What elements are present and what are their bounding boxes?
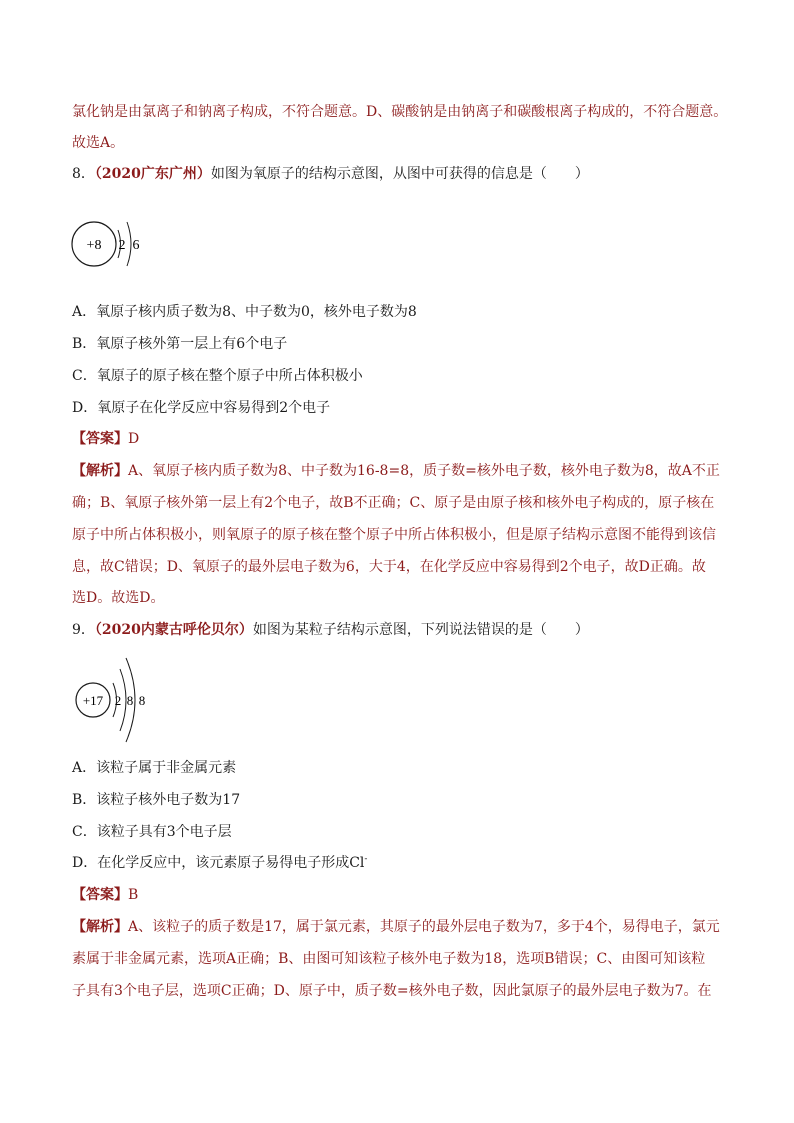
chlorine-ion-diagram <box>60 653 200 753</box>
question-source: （2020内蒙古呼伦贝尔） <box>94 622 253 638</box>
text-line: 故选A。 <box>72 135 125 151</box>
answer-value: D <box>128 431 140 447</box>
analysis-line: 【解析】A、氧原子核内质子数为8、中子数为16-8=8，质子数=核外电子数，核外电子数为8，故A不正 <box>72 463 720 479</box>
shell-electron-count: 8 <box>138 693 146 708</box>
answer-label: 【答案】 <box>72 431 128 447</box>
shell-electron-count: 2 <box>114 693 122 708</box>
shell-electron-count: 8 <box>126 693 134 708</box>
question-text: 如图为氧原子的结构示意图，从图中可获得的信息是（ ） <box>210 166 589 182</box>
option-a: A．氧原子核内质子数为8、中子数为0，核外电子数为8 <box>72 304 417 320</box>
option-d: D．在化学反应中，该元素原子易得电子形成Cl- <box>72 854 368 871</box>
shell-electron-count: 6 <box>132 238 140 253</box>
analysis-label: 【解析】 <box>72 919 128 935</box>
option-a: A．该粒子属于非金属元素 <box>72 760 237 776</box>
question-8-stem <box>72 163 732 185</box>
option-b: B．该粒子核外电子数为17 <box>72 792 241 808</box>
analysis-line: 原子中所占体积极小，则氧原子的原子核在整个原子中所占体积极小，但是原子结构示意图不能得到该信 <box>72 527 716 543</box>
analysis-line: 子具有3个电子层，选项C正确；D、原子中，质子数=核外电子数，因此氯原子的最外层电子数为7。在 <box>72 983 712 999</box>
charge-superscript: - <box>364 854 368 865</box>
analysis-line: 【解析】A、该粒子的质子数是17，属于氯元素，其原子的最外层电子数为7，多于4个，易得电子，氯元 <box>72 919 720 935</box>
question-number: 8． <box>72 166 95 182</box>
option-b: B．氧原子核外第一层上有6个电子 <box>72 336 288 352</box>
shell-electron-count: 2 <box>118 238 126 253</box>
question-number: 9． <box>72 622 95 638</box>
analysis-line: 息，故C错误；D、氧原子的最外层电子数为6，大于4，在化学反应中容易得到2个电子，故D正确。故 <box>72 559 706 575</box>
question-9-stem <box>72 619 732 641</box>
analysis-line: 选D。故选D。 <box>72 590 165 606</box>
nucleus-charge: +17 <box>82 693 104 708</box>
question-source: （2020广东广州） <box>94 166 211 182</box>
option-d: D．氧原子在化学反应中容易得到2个电子 <box>72 400 331 416</box>
answer-value: B <box>128 887 139 903</box>
option-c: C．氧原子的原子核在整个原子中所占体积极小 <box>72 368 363 384</box>
analysis-line: 素属于非金属元素，选项A正确；B、由图可知该粒子核外电子数为18，选项B错误；C、由图可知该粒 <box>72 951 706 967</box>
text-line: 氯化钠是由氯离子和钠离子构成，不符合题意。D、碳酸钠是由钠离子和碳酸根离子构成的，不符合题意。 <box>72 104 728 120</box>
analysis-label: 【解析】 <box>72 463 128 479</box>
answer-label: 【答案】 <box>72 887 128 903</box>
answer-line <box>72 884 732 906</box>
option-c: C．该粒子具有3个电子层 <box>72 824 232 840</box>
answer-line <box>72 428 732 450</box>
electron-shell-arc <box>127 222 131 266</box>
analysis-line: 确；B、氧原子核外第一层上有2个电子，故B不正确；C、原子是由原子核和核外电子构成的，原子核在 <box>72 495 715 511</box>
nucleus-charge: +8 <box>86 238 102 253</box>
question-text: 如图为某粒子结构示意图，下列说法错误的是（ ） <box>252 622 589 638</box>
oxygen-atom-diagram <box>60 210 170 286</box>
